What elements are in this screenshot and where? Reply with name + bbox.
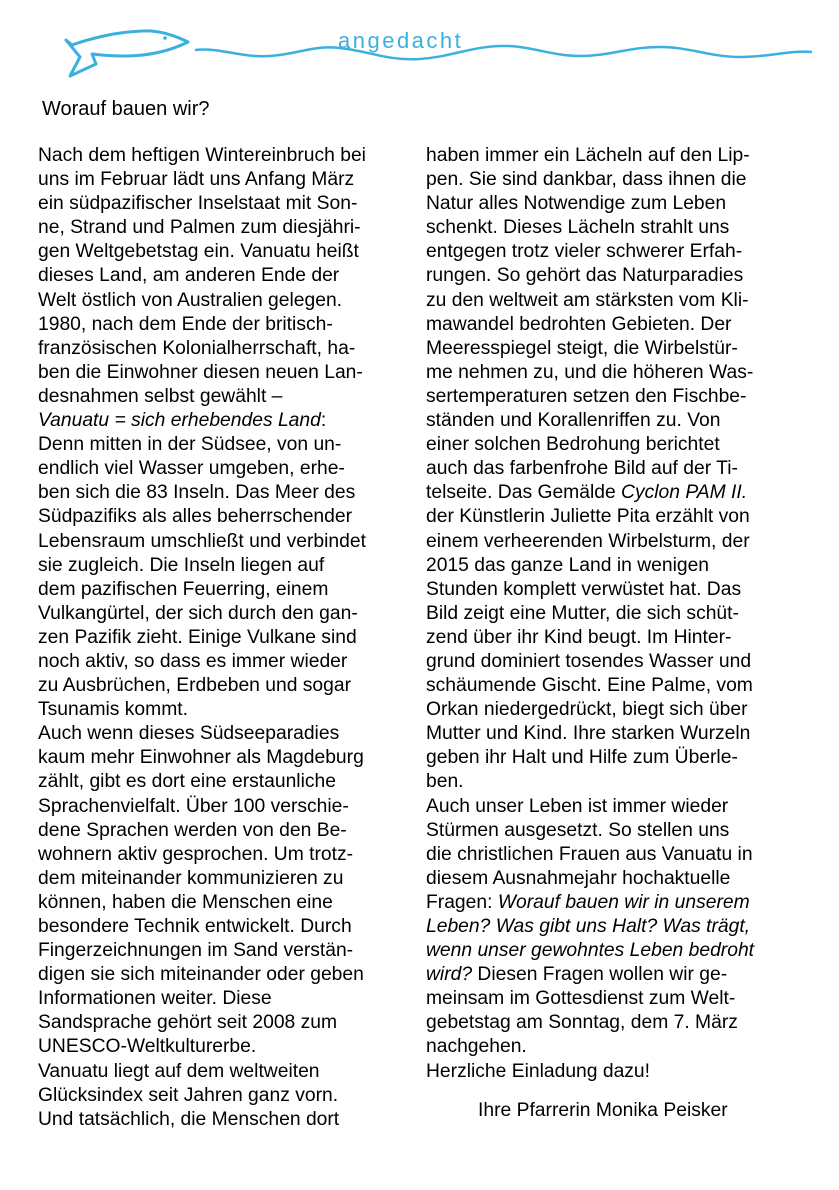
text-line xyxy=(426,192,816,216)
text-span: können, haben die Menschen eine xyxy=(38,891,333,913)
text-span: nachgehen. xyxy=(426,1036,527,1058)
text-span: ben die Einwohner diesen neuen Lan- xyxy=(38,361,363,383)
text-span: schenkt. Dieses Lächeln strahlt uns xyxy=(426,217,730,239)
text-span: einer solchen Bedrohung berichtet xyxy=(426,434,720,456)
text-span: einem verheerenden Wirbelsturm, der xyxy=(426,530,750,552)
text-line xyxy=(38,240,418,264)
text-span: zu Ausbrüchen, Erdbeben und sogar xyxy=(38,675,352,697)
text-span: Bild zeigt eine Mutter, die sich schüt- xyxy=(426,602,739,624)
text-line xyxy=(38,843,418,867)
text-span: haben immer ein Lächeln auf den Lip- xyxy=(426,145,750,166)
text-line xyxy=(38,289,418,313)
text-line xyxy=(426,963,816,987)
header-banner xyxy=(0,0,839,90)
text-span: grund dominiert tosendes Wasser und xyxy=(426,650,752,672)
text-line xyxy=(38,530,418,554)
text-line xyxy=(38,963,418,987)
text-line xyxy=(38,313,418,337)
text-span: Vanuatu liegt auf dem weltweiten xyxy=(38,1060,320,1082)
text-line xyxy=(426,505,816,529)
text-line xyxy=(426,554,816,578)
text-line xyxy=(426,698,816,722)
text-line xyxy=(38,578,418,602)
text-span: dem pazifischen Feuerring, einem xyxy=(38,578,329,600)
text-span: geben ihr Halt und Hilfe zum Überle- xyxy=(426,747,738,769)
text-line xyxy=(38,674,418,698)
text-line xyxy=(426,819,816,843)
article-column-left xyxy=(38,144,418,1132)
italic-text: Vanuatu = sich erhebendes Land xyxy=(38,410,321,432)
text-span: : xyxy=(320,410,327,432)
text-line xyxy=(426,867,816,891)
text-span: auch das farbenfrohe Bild auf der Ti- xyxy=(426,458,738,480)
text-line xyxy=(38,1035,418,1059)
text-line xyxy=(38,554,418,578)
text-span: digen sie sich miteinander oder geben xyxy=(38,964,364,986)
text-span: Und tatsächlich, die Menschen dort xyxy=(38,1108,340,1130)
italic-text: wenn unser gewohntes Leben bedroht xyxy=(426,940,755,962)
text-line xyxy=(38,650,418,674)
text-line xyxy=(38,1060,418,1084)
text-line xyxy=(38,264,418,288)
text-span: ben. xyxy=(426,771,464,793)
text-span: zu den weltweit am stärksten vom Kli- xyxy=(426,289,749,311)
text-line xyxy=(38,722,418,746)
text-span: me nehmen zu, und die höheren Was- xyxy=(426,361,754,383)
text-span: zählt, gibt es dort eine erstaunliche xyxy=(38,771,336,793)
text-line xyxy=(426,578,816,602)
text-line xyxy=(38,819,418,843)
text-span: Auch wenn dieses Südseeparadies xyxy=(38,723,340,745)
text-span: gebetstag am Sonntag, dem 7. März xyxy=(426,1012,738,1034)
text-line xyxy=(38,481,418,505)
text-line xyxy=(426,337,816,361)
italic-text: wird? xyxy=(426,964,473,986)
text-line xyxy=(38,385,418,409)
text-line xyxy=(38,795,418,819)
text-span: entgegen trotz vieler schwerer Erfah- xyxy=(426,241,743,263)
text-span: Herzliche Einladung dazu! xyxy=(426,1060,651,1082)
text-span: dene Sprachen werden von den Be- xyxy=(38,819,347,841)
text-span: Glücksindex seit Jahren ganz vorn. xyxy=(38,1084,339,1106)
text-span: schäumende Gischt. Eine Palme, vom xyxy=(426,675,753,697)
text-line xyxy=(38,1011,418,1035)
text-span: Welt östlich von Australien gelegen. xyxy=(38,289,343,311)
text-line xyxy=(426,168,816,192)
text-line xyxy=(426,770,816,794)
text-line xyxy=(426,987,816,1011)
text-line xyxy=(426,481,816,505)
text-span: Informationen weiter. Diese xyxy=(38,988,272,1010)
text-line xyxy=(426,746,816,770)
text-span: ein südpazifischer Inselstaat mit Son- xyxy=(38,193,358,215)
text-line xyxy=(426,530,816,554)
text-span: wohnern aktiv gesprochen. Um trotz- xyxy=(38,843,354,865)
text-span: der Künstlerin Juliette Pita erzählt von xyxy=(426,506,750,528)
text-line xyxy=(426,144,816,168)
text-span: endlich viel Wasser umgeben, erhe- xyxy=(38,458,345,480)
article-column-right xyxy=(426,144,816,1084)
text-span: pen. Sie sind dankbar, dass ihnen die xyxy=(426,169,747,191)
signature: Ihre Pfarrerin Monika Peisker xyxy=(478,1100,728,1121)
text-span: besondere Technik entwickelt. Durch xyxy=(38,916,352,937)
text-span: Denn mitten in der Südsee, von un- xyxy=(38,434,342,456)
text-span: kaum mehr Einwohner als Magdeburg xyxy=(38,747,364,769)
text-line xyxy=(426,674,816,698)
text-span: Sandsprache gehört seit 2008 zum xyxy=(38,1012,338,1034)
text-span: Diesen Fragen wollen wir ge- xyxy=(472,964,728,986)
text-span: Meeresspiegel steigt, die Wirbelstür- xyxy=(426,337,738,359)
text-span: zen Pazifik zieht. Einige Vulkane sind xyxy=(38,626,357,648)
text-line xyxy=(38,891,418,915)
text-line xyxy=(38,698,418,722)
text-line xyxy=(38,433,418,457)
text-span: rungen. So gehört das Naturparadies xyxy=(426,265,744,287)
text-line xyxy=(38,144,418,168)
text-span: sertemperaturen setzen den Fischbe- xyxy=(426,385,747,407)
text-span: ben sich die 83 Inseln. Das Meer des xyxy=(38,482,356,504)
text-line xyxy=(38,746,418,770)
text-span: Nach dem heftigen Wintereinbruch bei xyxy=(38,145,366,166)
text-span: Auch unser Leben ist immer wieder xyxy=(426,795,729,817)
text-line xyxy=(426,409,816,433)
text-span: 1980, nach dem Ende der britisch- xyxy=(38,313,333,335)
text-line xyxy=(38,626,418,650)
text-span: Natur alles Notwendige zum Leben xyxy=(426,193,727,215)
text-line xyxy=(426,722,816,746)
text-span: ne, Strand und Palmen zum diesjähri- xyxy=(38,217,361,239)
section-label: angedacht xyxy=(338,28,464,53)
text-span: sie zugleich. Die Inseln liegen auf xyxy=(38,554,325,576)
article-title: Worauf bauen wir? xyxy=(42,98,210,120)
text-span: diesem Ausnahmejahr hochaktuelle xyxy=(426,867,731,889)
text-span: Vulkangürtel, der sich durch den gan- xyxy=(38,602,358,624)
dove-icon xyxy=(66,31,188,76)
text-line xyxy=(426,216,816,240)
text-line xyxy=(426,650,816,674)
text-span: Orkan niedergedrückt, biegt sich über xyxy=(426,699,748,721)
text-span: Stunden komplett verwüstet hat. Das xyxy=(426,578,742,600)
text-span: meinsam im Gottesdienst zum Welt- xyxy=(426,988,736,1010)
text-span: Lebensraum umschließt und verbindet xyxy=(38,530,366,552)
text-line xyxy=(38,216,418,240)
text-line xyxy=(38,457,418,481)
text-span: Mutter und Kind. Ihre starken Wurzeln xyxy=(426,723,751,745)
text-line xyxy=(426,361,816,385)
text-line xyxy=(38,602,418,626)
text-span: telseite. Das Gemälde xyxy=(426,482,622,504)
text-span: Südpazifiks als alles beherrschender xyxy=(38,506,353,528)
text-line xyxy=(38,1108,418,1132)
text-span: mawandel bedrohten Gebieten. Der xyxy=(426,313,732,335)
text-line xyxy=(38,168,418,192)
text-span: Fragen: xyxy=(426,891,498,913)
text-span: zend über ihr Kind beugt. Im Hinter- xyxy=(426,626,732,648)
italic-text: Cyclon PAM II. xyxy=(621,482,748,504)
text-line xyxy=(426,313,816,337)
text-line xyxy=(38,770,418,794)
text-span: französischen Kolonialherrschaft, ha- xyxy=(38,337,356,359)
text-span: desnahmen selbst gewählt – xyxy=(38,385,283,407)
text-line xyxy=(426,795,816,819)
text-line xyxy=(426,626,816,650)
text-span: die christlichen Frauen aus Vanuatu in xyxy=(426,843,753,865)
text-line xyxy=(426,457,816,481)
text-line xyxy=(426,289,816,313)
text-span: uns im Februar lädt uns Anfang März xyxy=(38,169,355,191)
italic-text: Leben? Was gibt uns Halt? Was trägt, xyxy=(426,916,751,937)
text-line xyxy=(38,505,418,529)
text-span: noch aktiv, so dass es immer wieder xyxy=(38,650,348,672)
text-line xyxy=(38,337,418,361)
text-line xyxy=(38,915,418,939)
wave-line xyxy=(195,46,812,59)
text-line xyxy=(426,1035,816,1059)
text-span: ständen und Korallenriffen zu. Von xyxy=(426,410,721,432)
text-line xyxy=(426,385,816,409)
text-line xyxy=(426,240,816,264)
text-span: Stürmen ausgesetzt. So stellen uns xyxy=(426,819,730,841)
text-line xyxy=(38,1084,418,1108)
text-line xyxy=(38,192,418,216)
text-line xyxy=(38,409,418,433)
text-line xyxy=(426,915,816,939)
text-line xyxy=(38,867,418,891)
text-line xyxy=(38,361,418,385)
text-span: Fingerzeichnungen im Sand verstän- xyxy=(38,940,354,962)
text-line xyxy=(38,939,418,963)
text-span: UNESCO-Weltkulturerbe. xyxy=(38,1036,257,1058)
text-span: Sprachenvielfalt. Über 100 verschie- xyxy=(38,795,349,817)
text-line xyxy=(426,939,816,963)
text-line xyxy=(38,987,418,1011)
text-span: Tsunamis kommt. xyxy=(38,699,188,721)
text-line xyxy=(426,1011,816,1035)
text-span: dem miteinander kommunizieren zu xyxy=(38,867,344,889)
text-line xyxy=(426,891,816,915)
text-span: 2015 das ganze Land in wenigen xyxy=(426,554,710,576)
text-line xyxy=(426,602,816,626)
italic-text: Worauf bauen wir in unserem xyxy=(497,891,750,913)
text-line xyxy=(426,433,816,457)
text-line xyxy=(426,843,816,867)
text-span: gen Weltgebetstag ein. Vanuatu heißt xyxy=(38,241,359,263)
text-span: dieses Land, am anderen Ende der xyxy=(38,265,340,287)
text-line xyxy=(426,264,816,288)
text-line xyxy=(426,1060,816,1084)
